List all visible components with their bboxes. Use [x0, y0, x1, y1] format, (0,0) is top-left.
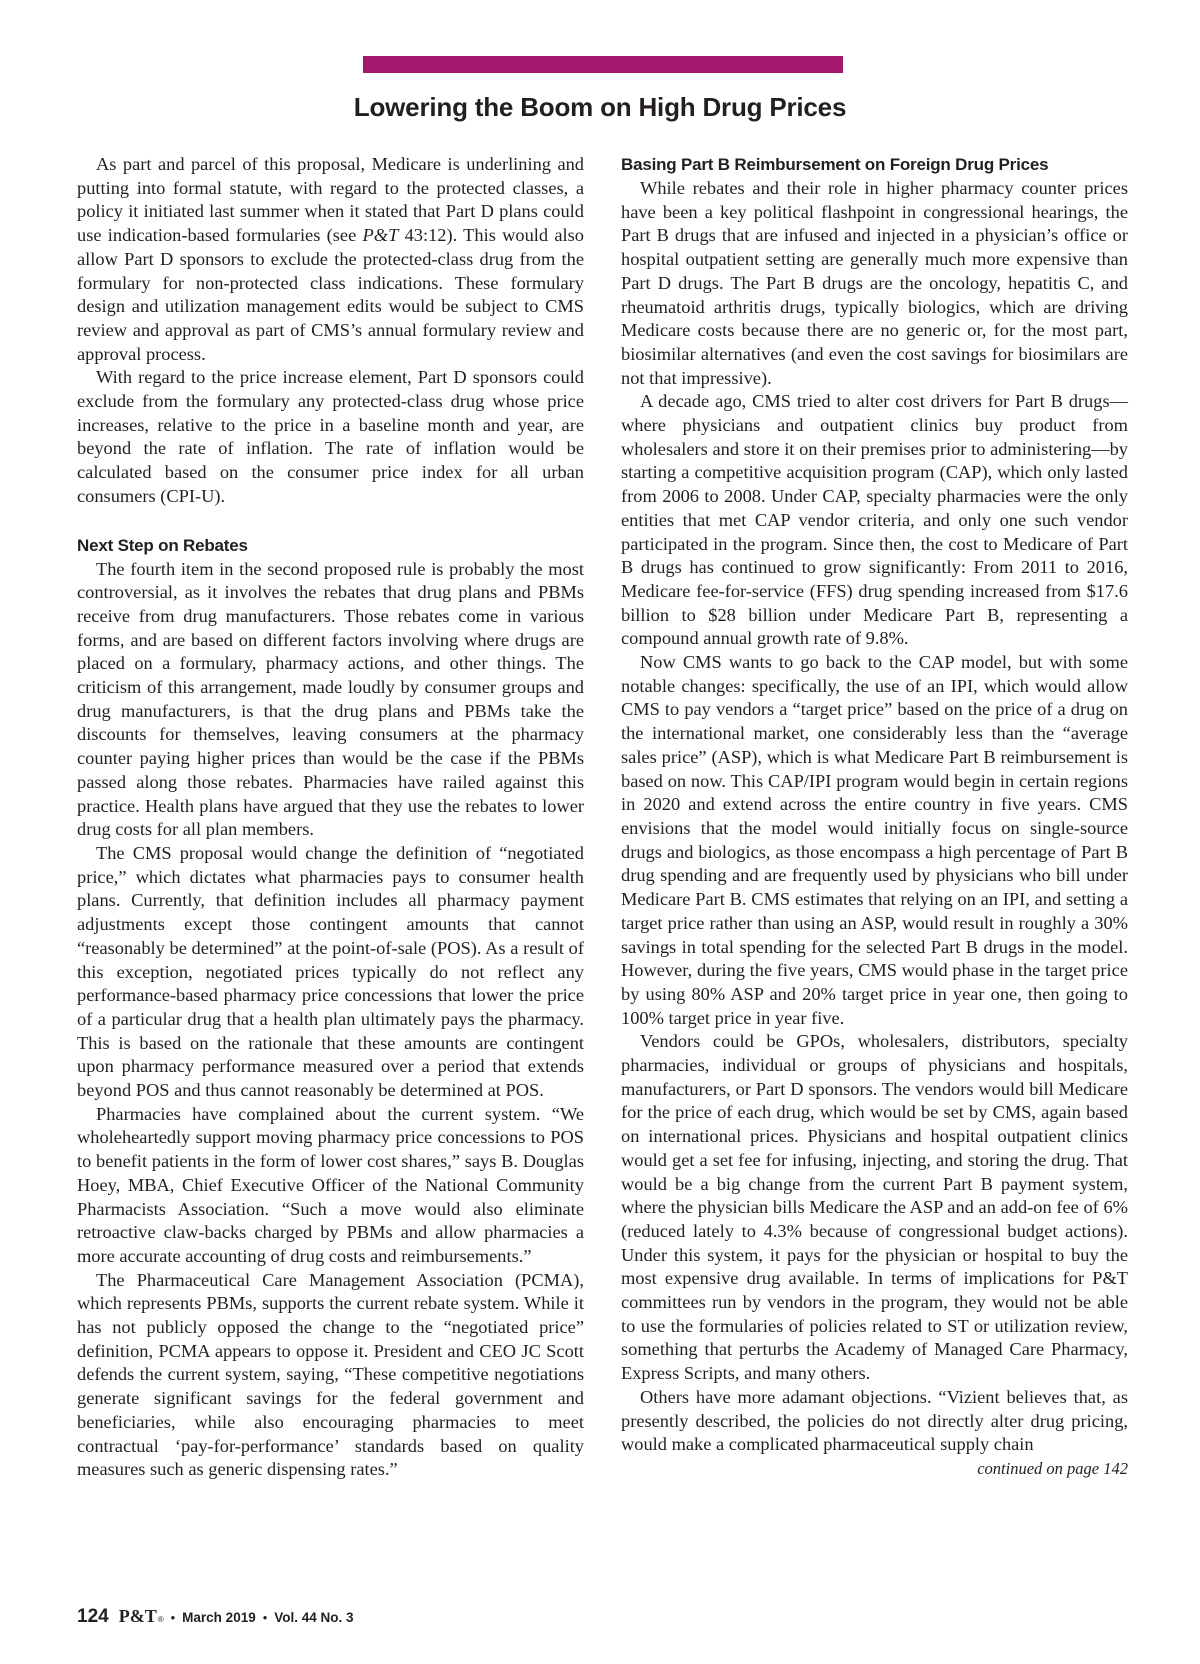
page-title: Lowering the Boom on High Drug Prices	[353, 92, 847, 122]
paragraph: Others have more adamant objections. “Vizient believes that, as presently described, the policies do not directly alter drug pricing, would make a complicated pharmaceutical supply chain	[621, 1386, 1128, 1455]
header-accent-bar	[363, 56, 843, 73]
paragraph	[77, 153, 584, 366]
footer-separator: •	[262, 1610, 268, 1625]
paragraph: Vendors could be GPOs, wholesalers, distributors, specialty pharmacies, individual or groups of physicians and hospitals, manufacturers, or Part D sponsors. The vendors would bill Medicare for the price of each drug, which would be set by CMS, again based on international prices. Physicians and hospital outpatient clinics would get a set fee for infusing, injecting, and storing the drug. That would be a big change from the current Part B payment system, where the physician bills Medicare the ASP and an add-on fee of 6% (reduced lately to 4.3% because of congressional budget actions). Under this system, it pays for the physician or hospital to buy the most expensive drug available. In terms of implications for P&T committees run by vendors in the program, they would not be able to use the formularies of policies related to ST or utilization review, something that perturbs the Academy of Managed Care Pharmacy, Express Scripts, and many others.	[621, 1031, 1128, 1384]
issue-date: March 2019	[182, 1610, 256, 1625]
paragraph: While rebates and their role in higher pharmacy counter prices have been a key political flashpoint in congressional hearings, the Part B drugs that are infused and injected in a physician’s office or hospital outpatient setting are generally much more expensive than Part D drugs. The Part B drugs are the oncology, hepatitis C, and rheumatoid arthritis drugs, typically biologics, which are driving Medicare costs because there are no generic or, for the most part, biosimilar alternatives (and even the cost savings for biosimilars are not that impressive).	[621, 178, 1128, 388]
paragraph-text: As part and parcel of this proposal, Medicare is underlining and putting into formal statute, with regard to the protected classes, a policy it initiated last summer when it stated that Part D plans could use indication-based formularies (see	[77, 154, 584, 246]
paragraph: Pharmacies have complained about the current system. “We wholeheartedly support moving pharmacy price concessions to POS to benefit patients in the form of lower cost shares,” says B. Douglas Hoey, MBA, Chief Executive Officer of the National Community Pharmacists Association. “Such a move would also eliminate retroactive claw-backs charged by PBMs and allow pharmacies a more accurate accounting of drug costs and reimbursements.”	[77, 1103, 584, 1266]
paragraph-text: 43:12). This would also allow Part D sponsors to exclude the protected-class drug from the formulary for non-protected class indications. These formulary design and utilization management edits would be subject to CMS review and approval as part of CMS’s annual formulary review and approval process.	[77, 225, 585, 364]
section-heading-rebates: Next Step on Rebates	[77, 535, 248, 555]
left-column	[77, 153, 584, 1482]
page-number: 124	[77, 1606, 109, 1627]
paragraph: The Pharmaceutical Care Management Association (PCMA), which represents PBMs, supports the current rebate system. While it has not publicly opposed the change to the “negotiated price” definition, PCMA appears to oppose it. President and CEO JC Scott defends the current system, saying, “These competitive negotiations generate significant savings for the federal government and beneficiaries, while also encouraging pharmacies to meet contractual ‘pay-for-performance’ standards based on quality measures such as generic dispensing rates.”	[77, 1269, 584, 1480]
paragraph: The fourth item in the second proposed rule is probably the most controversial, as it involves the rebates that drug plans and PBMs receive from drug manufacturers. Those rebates come in various forms, and are based on different factors involving where drugs are placed on a formulary, pharmacy actions, and other things. The criticism of this arrangement, made loudly by consumer groups and drug manufacturers, is that the drug plans and PBMs take the discounts for themselves, leaving consumers at the pharmacy counter paying higher prices than would be the case if the PBMs passed along those rebates. Pharmacies have railed against this practice. Health plans have argued that they use the rebates to lower drug costs for all plan members.	[77, 558, 584, 840]
paragraph: With regard to the price increase element, Part D sponsors could exclude from the formulary any protected-class drug whose price increases, relative to the price in a baseline month and year, are beyond the rate of inflation. The rate of inflation would be calculated based on the consumer price index for all urban consumers (CPI-U).	[77, 367, 584, 506]
paragraph: The CMS proposal would change the definition of “negotiated price,” which dictates what pharmacies pays to consumer health plans. Currently, that definition includes all pharmacy payment adjustments except those contingent amounts that cannot “reasonably be determined” at the point-of-sale (POS). As a result of this exception, negotiated prices typically do not reflect any performance-based pharmacy price concessions that lower the price of a particular drug that a health plan ultimately pays the pharmacy. This is based on the rationale that these amounts are contingent upon pharmacy performance measured over a period that extends beyond POS and thus cannot reasonably be determined at POS.	[77, 842, 584, 1101]
continued-note: continued on page 142	[977, 1458, 1128, 1478]
paragraph: A decade ago, CMS tried to alter cost drivers for Part B drugs—where physicians and outpatient clinics buy product from wholesalers and store it on their premises prior to administering—by starting a competitive acquisition program (CAP), which only lasted from 2006 to 2008. Under CAP, specialty pharmacies were the only entities that met CAP vendor criteria, and only one such vendor participated in the program. Since then, the cost to Medicare of Part B drugs has continued to grow significantly: From 2011 to 2016, Medicare fee-for-service (FFS) drug spending increased from $17.6 billion to $28 billion under Medicare Part B, representing a compound annual growth rate of 9.8%.	[621, 391, 1128, 649]
journal-name: P&T	[118, 1606, 157, 1626]
registered-mark: ®	[157, 1615, 164, 1624]
right-column	[621, 153, 1128, 1480]
paragraph: Now CMS wants to go back to the CAP model, but with some notable changes: specifically, the use of an IPI, which would allow CMS to pay vendors a “target price” based on the price of a drug on the international market, one considerably less than the “average sales price” (ASP), which is what Medicare Part B reimbursement is based on now. This CAP/IPI program would begin in certain regions in 2020 and extend across the entire country in five years. CMS envisions that the model would initially focus on single-source drugs and biologics, as those encompass a high percentage of Part B drug spending and are frequently used by physicians who bill under Medicare Part B. CMS estimates that relying on an IPI, and setting a target price rather than using an ASP, would result in roughly a 30% savings in total spending for the selected Part B drugs in the model. However, during the five years, CMS would phase in the target price by using 80% ASP and 20% target price in year one, then going to 100% target price in year five.	[621, 652, 1128, 1028]
issue-volume: Vol. 44 No. 3	[274, 1610, 354, 1625]
section-heading-part-b: Basing Part B Reimbursement on Foreign Drug Prices	[621, 155, 1049, 174]
page-footer	[77, 1606, 354, 1628]
footer-separator: •	[170, 1610, 176, 1625]
citation-journal: P&T	[362, 225, 399, 246]
